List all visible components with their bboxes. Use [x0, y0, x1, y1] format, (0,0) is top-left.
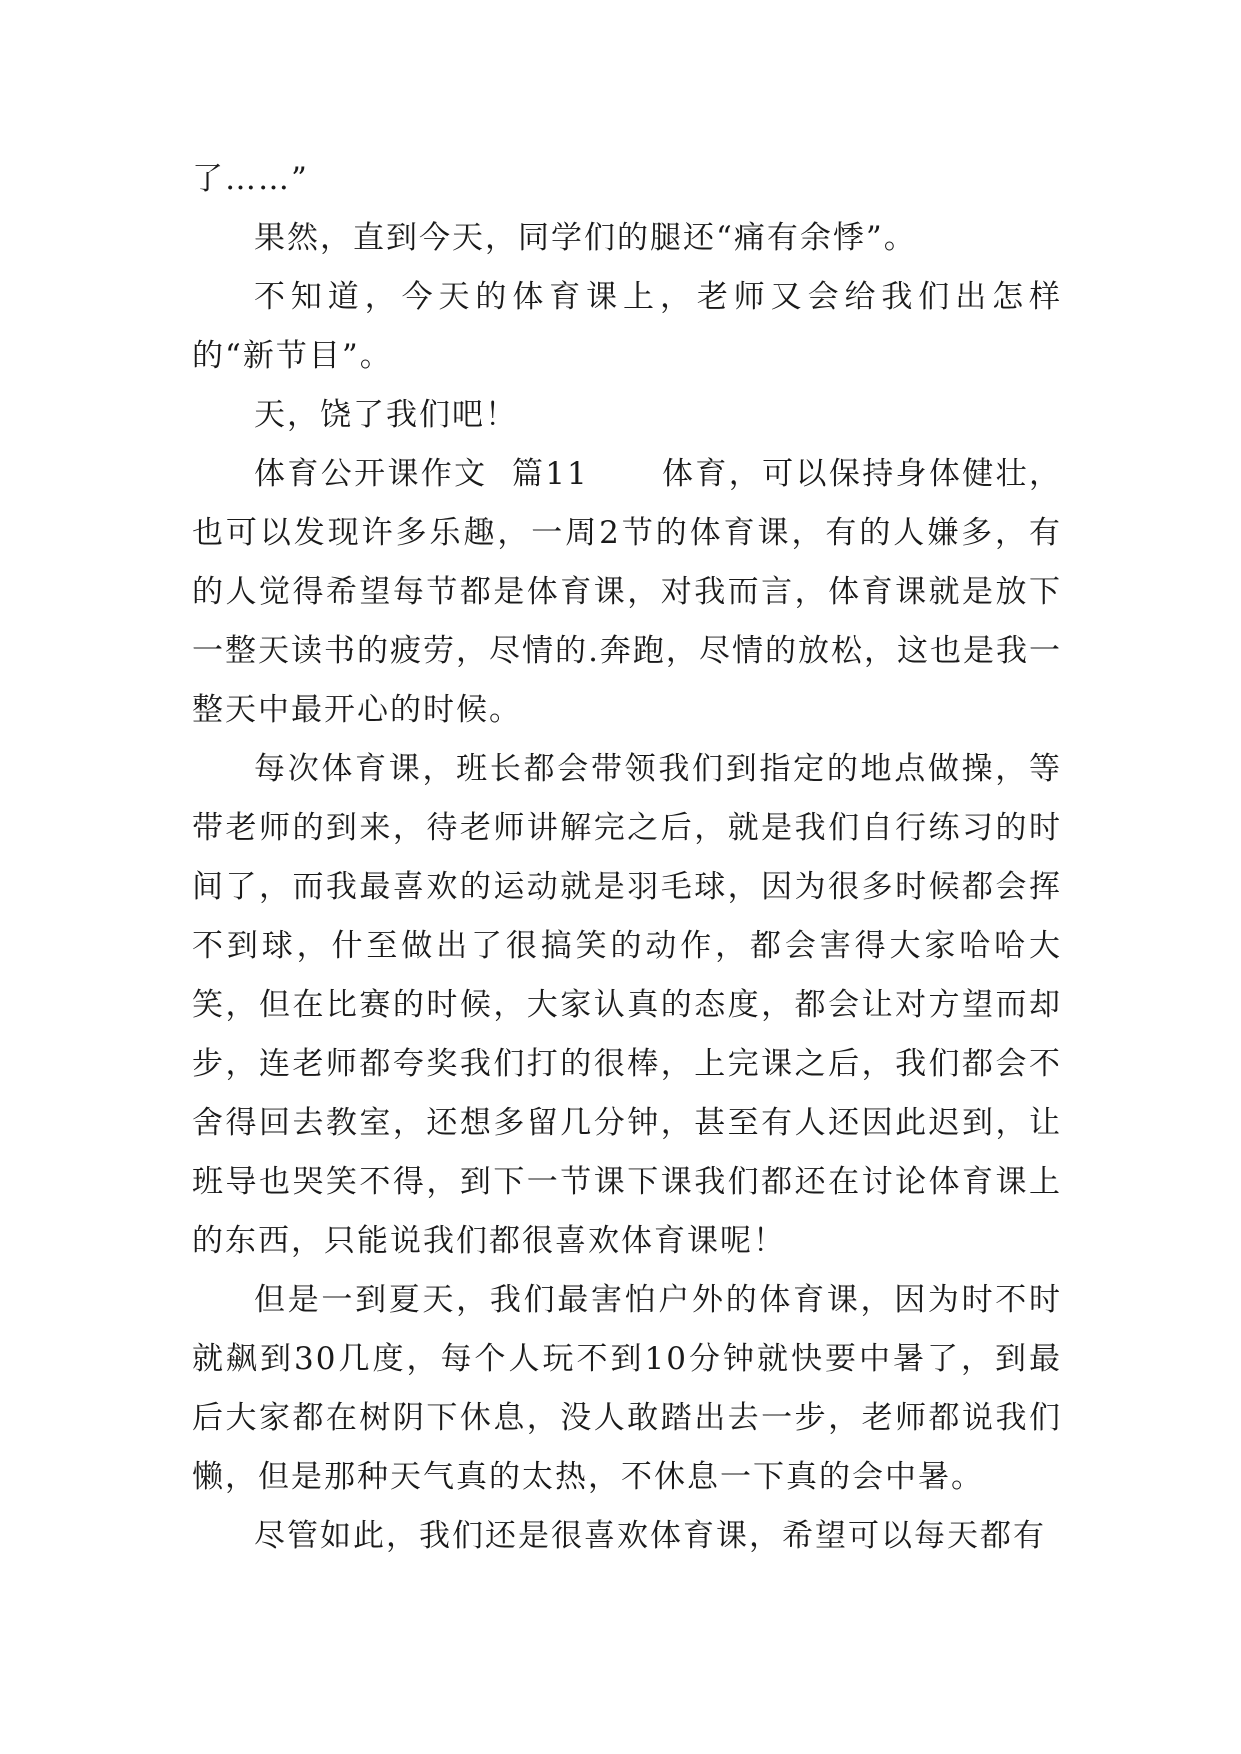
paragraph: 尽管如此，我们还是很喜欢体育课，希望可以每天都有 [254, 1518, 1046, 1554]
paragraph: 不知道，今天的体育课上，老师又会给我们出怎样的“新节目”。 [192, 279, 1062, 374]
paragraph: 天，饶了我们吧！ [254, 397, 518, 433]
paragraph: 果然，直到今天，同学们的腿还“痛有余悸”。 [254, 220, 917, 256]
paragraph-essay-11-start: 体育公开课作文 篇11 体育，可以保持身体健壮，也可以发现许多乐趣，一周2节的体育课，有的人嫌多，有的人觉得希望每节都是体育课，对我而言，体育课就是放下一整天读书的疲劳，尽情的.奔跑，尽情的放松，这也是我一整天中最开心的时候。 [192, 456, 1062, 728]
document-body [192, 150, 1062, 1566]
paragraph: 但是一到夏天，我们最害怕户外的体育课，因为时不时就飙到30几度，每个人玩不到10分钟就快要中暑了，到最后大家都在树阴下休息，没人敢踏出去一步，老师都说我们懒，但是那种天气真的太热，不休息一下真的会中暑。 [192, 1282, 1062, 1495]
paragraph: 每次体育课，班长都会带领我们到指定的地点做操，等带老师的到来，待老师讲解完之后，就是我们自行练习的时间了，而我最喜欢的运动就是羽毛球，因为很多时候都会挥不到球，什至做出了很搞笑的动作，都会害得大家哈哈大笑，但在比赛的时候，大家认真的态度，都会让对方望而却步，连老师都夸奖我们打的很棒，上完课之后，我们都会不舍得回去教室，还想多留几分钟，甚至有人还因此迟到，让班导也哭笑不得，到下一节课下课我们都还在讨论体育课上的东西，只能说我们都很喜欢体育课呢！ [192, 751, 1062, 1259]
paragraph-continuation: 了……” [192, 161, 309, 197]
